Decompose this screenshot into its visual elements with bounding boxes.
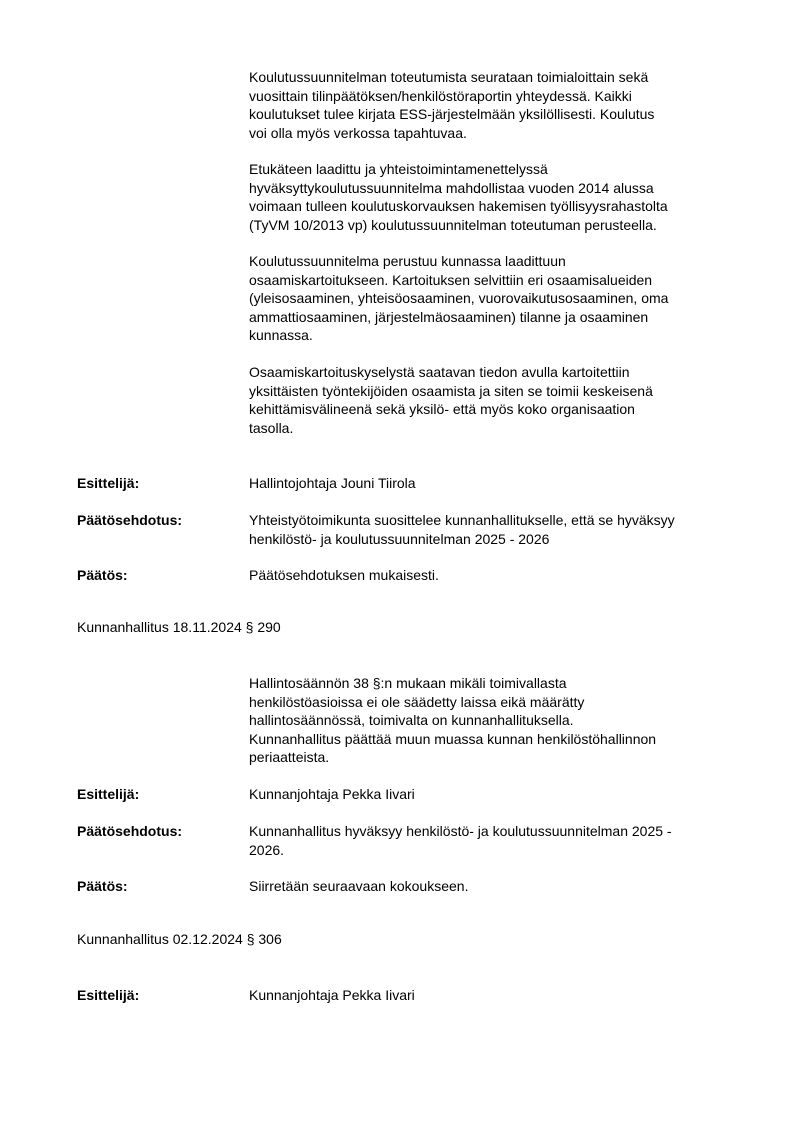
meeting-heading-306: Kunnanhallitus 02.12.2024 § 306	[77, 931, 282, 947]
paragraph-training-compensation: Etukäteen laadittu ja yhteistoimintamenettelyssä hyväksyttykoulutussuunnitelma mahdollistaa vuoden 2014 alussa voimaan tulleen koulutuskorvauksen hakemisen työllisyysrahastolta (TyVM 10/2013 vp) koulutussuunnitelman toteutuman perusteella.	[249, 161, 668, 233]
proposal-label: Päätösehdotus:	[77, 823, 183, 839]
presenter-label: Esittelijä:	[77, 475, 140, 491]
paragraph-survey-usage: Osaamiskartoituskyselystä saatavan tiedon avulla kartoitettiin yksittäisten työntekijöiden osaamista ja siten se toimii keskeisenä kehittämisvälineenä sekä yksilö- että myös koko organisaation tasolla.	[249, 364, 653, 436]
decision-label: Päätös:	[77, 878, 128, 894]
decision-value: Siirretään seuraavaan kokoukseen.	[249, 878, 469, 894]
presenter-label: Esittelijä:	[77, 786, 140, 802]
presenter-value: Kunnanjohtaja Pekka Iivari	[249, 786, 415, 802]
presenter-value: Kunnanjohtaja Pekka Iivari	[249, 987, 415, 1003]
paragraph-training-follow-up: Koulutussuunnitelman toteutumista seurataan toimialoittain sekä vuosittain tilinpäätöksen/henkilöstöraportin yhteydessä. Kaikki koulutukset tulee kirjata ESS-järjestelmään yksilöllisesti. Koulutus voi olla myös verkossa tapahtuvaa.	[249, 69, 655, 141]
presenter-value: Hallintojohtaja Jouni Tiirola	[249, 475, 416, 491]
proposal-label: Päätösehdotus:	[77, 512, 183, 528]
proposal-value: Yhteistyötoimikunta suosittelee kunnanhallitukselle, että se hyväksyy henkilöstö- ja koulutussuunnitelman 2025 - 2026	[249, 512, 675, 547]
paragraph-competence-survey: Koulutussuunnitelma perustuu kunnassa laadittuun osaamiskartoitukseen. Kartoituksen selvittiin eri osaamisalueiden (yleisosaaminen, yhteisöosaaminen, vuorovaikutusosaaminen, oma ammattiosaaminen, järjestelmäosaaminen) tilanne ja osaaminen kunnassa.	[249, 253, 669, 344]
decision-value: Päätösehdotuksen mukaisesti.	[249, 567, 439, 583]
proposal-value: Kunnanhallitus hyväksyy henkilöstö- ja koulutussuunnitelman 2025 - 2026.	[249, 823, 672, 858]
presenter-label: Esittelijä:	[77, 987, 140, 1003]
decision-label: Päätös:	[77, 567, 128, 583]
paragraph-administrative-rules: Hallintosäännön 38 §:n mukaan mikäli toimivallasta henkilöstöasioissa ei ole säädetty laissa eikä määrätty hallintosäännössä, toimivalta on kunnanhallituksella. Kunnanhallitus päättää muun muassa kunnan henkilöstöhallinnon periaatteista.	[249, 675, 657, 766]
meeting-heading-290: Kunnanhallitus 18.11.2024 § 290	[77, 619, 281, 635]
